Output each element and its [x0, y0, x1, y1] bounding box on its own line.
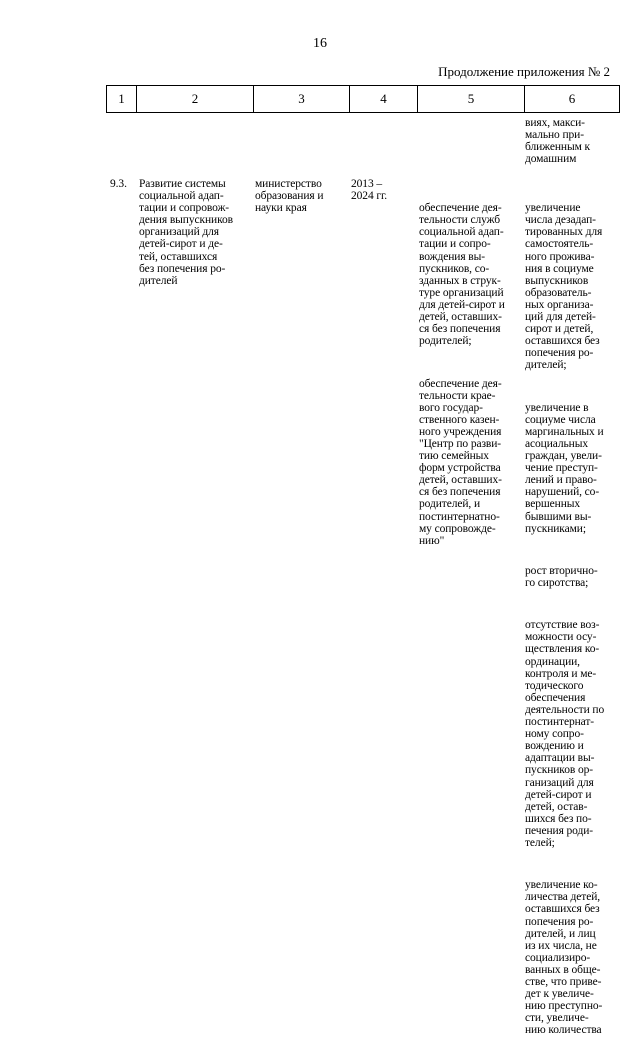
consequences-cell: [525, 178, 604, 1055]
activity-cell: Развитие системы социальной адап- тации и сопровож- дения выпускников организаций для детей-сирот и де- тей, оставшихся без попечения ро- дителей: [139, 178, 233, 287]
result-item: обеспечение дея- тельности служб социальной адап- тации и сопро- вождения вы- пускников, со- зданных в струк- туре организаций для детей-сирот и детей, оставших- ся без попечения родителей;: [419, 202, 505, 348]
consequence-item: рост вторично- го сиротства;: [525, 564, 598, 589]
column-header: 4: [350, 86, 418, 113]
consequence-item: увеличение числа дезадап- тированных для самостоятель- ного прожива- ния в социуме выпускников образователь- ных организа- ций для детей- сирот и детей, оставшихся без попечения ро- дителей;: [525, 202, 603, 372]
column-header: 2: [137, 86, 254, 113]
consequence-item: отсутствие воз- можности осу- ществления ко- ординации, контроля и ме- тодического обеспечения деятельности по постинтернат- ному сопро- вождению и адаптации вы- пускников ор- ганизаций для детей-сирот и детей, остав- шихся без по- печения роди- телей;: [525, 619, 605, 849]
row-number: 9.3.: [110, 178, 127, 190]
consequence-item: увеличение в социуме числа маргинальных и асоциальных граждан, увели- чение преступ- лений и право- нарушений, со- вершенных бывшими вы- пускниками;: [525, 401, 604, 535]
column-header-table: [106, 85, 620, 113]
executor-cell: министерство образования и науки края: [255, 178, 324, 215]
column-header: 1: [107, 86, 137, 113]
page-number: 16: [313, 36, 327, 51]
period-cell: 2013 – 2024 гг.: [351, 178, 388, 203]
continuation-label: Продолжение приложения № 2: [438, 64, 610, 79]
column-header: 6: [525, 86, 620, 113]
carryover-text: виях, макси- мально при- ближенным к домашним: [525, 117, 591, 166]
column-header-row: [107, 86, 620, 113]
column-header: 5: [418, 86, 525, 113]
column-header: 3: [254, 86, 350, 113]
result-item: обеспечение дея- тельности крае- вого государ- ственного казен- ного учреждения "Центр по разви- тию семейных форм устройства детей, оставших- ся без попечения родителей, и постинтернатно- му сопровожде- нию": [419, 377, 502, 547]
consequence-item: увеличение ко- личества детей, оставшихся без попечения ро- дителей, и лиц из их числа, не социализиро- ванных в обще- стве, что приве- дет к увеличе- нию преступно- сти, увеличе- нию количества: [525, 879, 603, 1037]
results-cell: [419, 178, 505, 565]
